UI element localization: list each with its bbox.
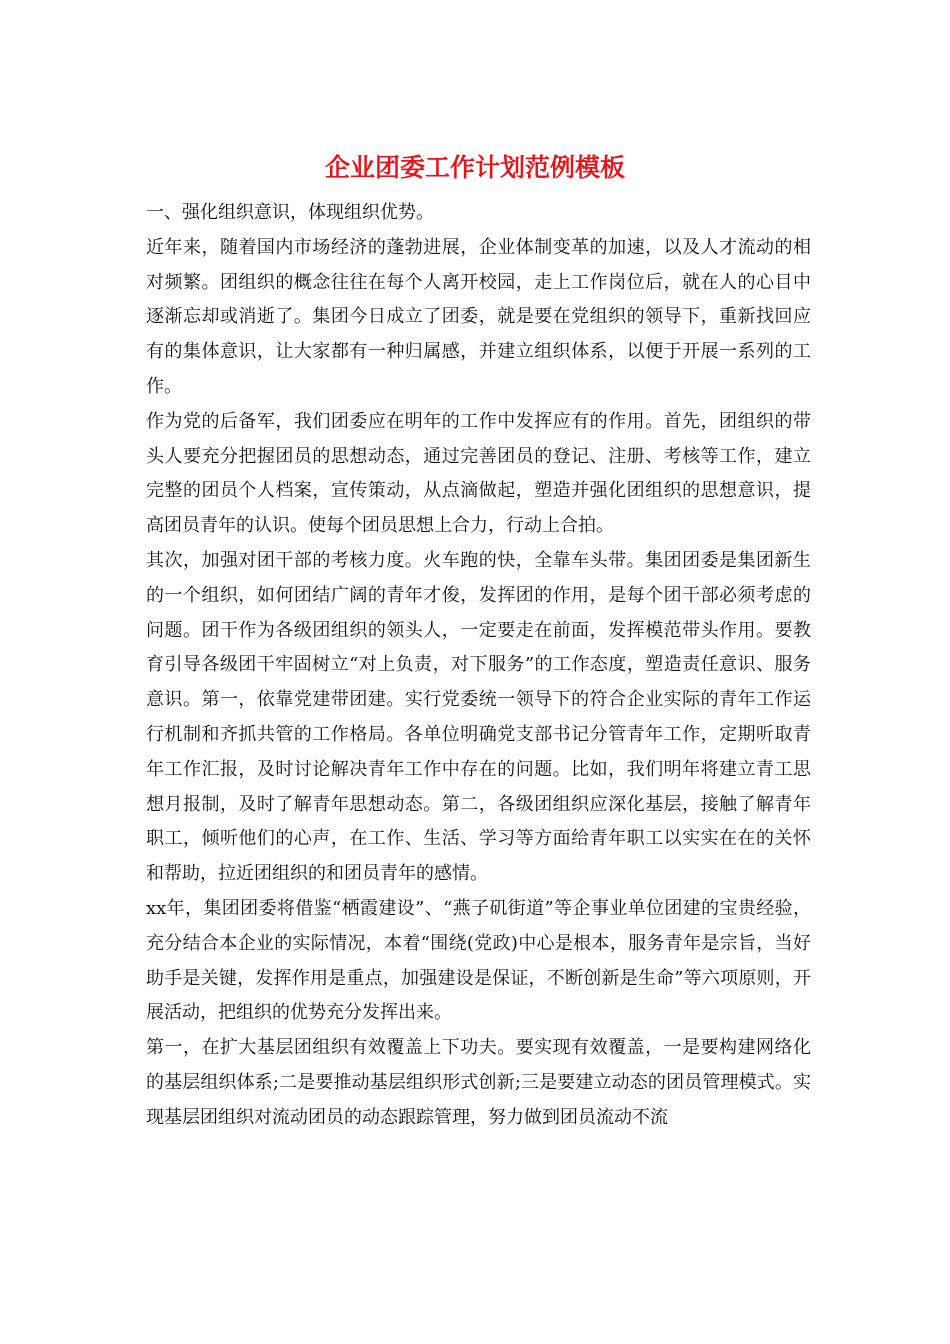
body-paragraph: xx年，集团团委将借鉴“栖霞建设”、“燕子矶街道”等企事业单位团建的宝贵经验，充分结合本企业的实际情况，本着“围绕(党政)中心是根本，服务青年是宗旨，当好助手是关键，发挥作用是重点，加强建设是保证，不断创新是生命”等六项原则，开展活动，把组织的优势充分发挥出来。: [146, 897, 811, 1024]
body-paragraph: 作为党的后备军，我们团委应在明年的工作中发挥应有的作用。首先，团组织的带头人要充分把握团员的思想动态，通过完善团员的登记、注册、考核等工作，建立完整的团员个人档案，宣传策动，从点滴做起，塑造并强化团组织的思想意识，提高团员青年的认识。使每个团员思想上合力，行动上合拍。: [146, 410, 811, 537]
body-paragraph: 其次，加强对团干部的考核力度。火车跑的快，全靠车头带。集团团委是集团新生的一个组织，如何团结广阔的青年才俊，发挥团的作用，是每个团干部必须考虑的问题。团干作为各级团组织的领头人，一定要走在前面，发挥模范带头作用。要教育引导各级团干牢固树立“对上负责，对下服务”的工作态度，塑造责任意识、服务意识。第一，依靠党建带团建。实行党委统一领导下的符合企业实际的青年工作运行机制和齐抓共管的工作格局。各单位明确党支部书记分管青年工作，定期听取青年工作汇报，及时讨论解决青年工作中存在的问题。比如，我们明年将建立青工思想月报制，及时了解青年思想动态。第二，各级团组织应深化基层，接触了解青年职工，倾听他们的心声，在工作、生活、学习等方面给青年职工以实实在在的关怀和帮助，拉近团组织的和团员青年的感情。: [146, 549, 811, 885]
body-paragraph: 近年来，随着国内市场经济的蓬勃进展，企业体制变革的加速，以及人才流动的相对频繁。团组织的概念往往在每个人离开校园，走上工作岗位后，就在人的心目中逐渐忘却或消逝了。集团今日成立了团委，就是要在党组织的领导下，重新找回应有的集体意识，让大家都有一种归属感，并建立组织体系，以便于开展一系列的工作。: [146, 236, 811, 397]
document-title: 企业团委工作计划范例模板: [324, 153, 625, 182]
document-body: [146, 196, 811, 1136]
heading-paragraph: 一、强化组织意识，体现组织优势。: [146, 202, 434, 223]
body-paragraph: 第一，在扩大基层团组织有效覆盖上下功夫。要实现有效覆盖，一是要构建网络化的基层组织体系;二是要推动基层组织形式创新;三是要建立动态的团员管理模式。实现基层团组织对流动团员的动态跟踪管理，努力做到团员流动不流: [146, 1037, 811, 1128]
